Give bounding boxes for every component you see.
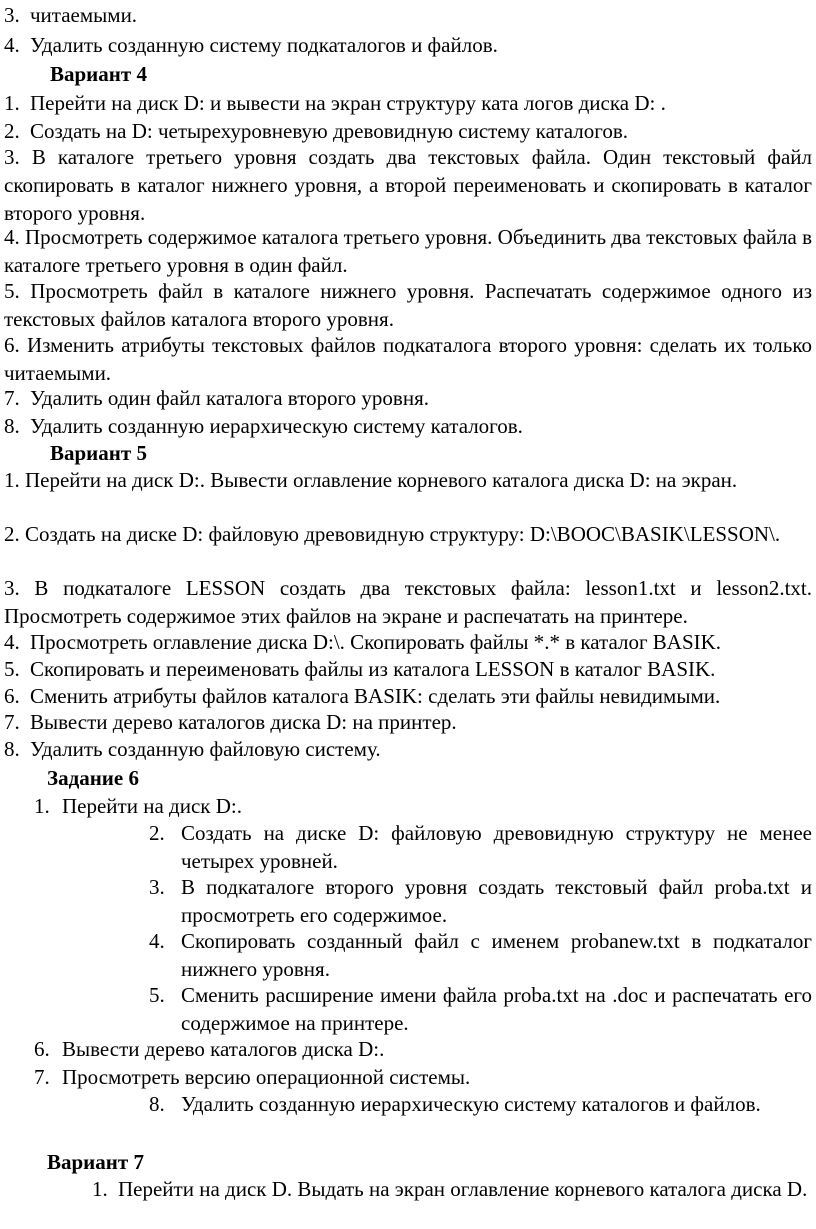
item-text: Удалить созданную иерархическую систему каталогов.	[30, 414, 523, 438]
item-text: Перейти на диск D:. Вывести оглавление корневого каталога диска D: на экран.	[25, 468, 738, 492]
item-number: 2.	[4, 522, 20, 546]
item-text: Создать на диске D: файловую древовидную структуру: D:\BOOC\BASIK\LESSON\.	[25, 522, 781, 546]
list-item	[4, 628, 812, 656]
item-number: 4.	[4, 225, 20, 249]
heading-variant-4: Вариант 4	[50, 62, 147, 86]
item-text: Вывести дерево каталогов диска D:.	[62, 1037, 385, 1061]
item-number: 8.	[4, 414, 20, 438]
list-item	[149, 873, 812, 929]
list-item	[149, 1090, 812, 1118]
list-item	[4, 655, 812, 683]
list-item	[149, 819, 812, 875]
list-item	[34, 1063, 812, 1091]
item-number: 1.	[34, 794, 50, 818]
item-text: Сменить расширение имени файла proba.txt на .doc и распечатать его содержимое на принтере.	[181, 983, 812, 1035]
list-item	[4, 1, 812, 29]
list-item	[4, 466, 812, 494]
list-item	[34, 1035, 812, 1063]
item-text: Удалить созданную иерархическую систему каталогов и файлов.	[181, 1092, 761, 1116]
item-number: 6.	[4, 684, 20, 708]
item-number: 8.	[149, 1092, 165, 1116]
item-text: Перейти на диск D. Выдать на экран оглавление корневого каталога диска D.	[118, 1177, 808, 1201]
item-text: Скопировать и переименовать файлы из каталога LESSON в каталог BASIK.	[30, 657, 716, 681]
item-text: Скопировать созданный файл с именем probanew.txt в подкаталог нижнего уровня.	[181, 929, 812, 981]
list-item	[92, 1175, 812, 1203]
item-text: Удалить один файл каталога второго уровня.	[30, 386, 429, 410]
list-item	[4, 117, 812, 145]
item-number: 4.	[4, 33, 20, 57]
item-number: 3.	[149, 875, 165, 899]
item-text: Перейти на диск D:.	[62, 794, 242, 818]
item-number: 4.	[4, 630, 20, 654]
list-item	[4, 384, 812, 412]
heading-task-6: Задание 6	[47, 766, 139, 790]
item-number: 6.	[4, 333, 20, 357]
list-item	[4, 223, 812, 279]
item-number: 8.	[4, 737, 20, 761]
item-number: 1.	[4, 468, 20, 492]
list-item	[4, 89, 812, 117]
item-text: Вывести дерево каталогов диска D: на принтер.	[30, 710, 457, 734]
list-item	[4, 277, 812, 333]
item-text: Сменить атрибуты файлов каталога BASIK: сделать эти файлы невидимыми.	[30, 684, 721, 708]
item-number: 7.	[4, 386, 20, 410]
list-item	[4, 574, 812, 630]
item-text: Удалить созданную файловую систему.	[30, 737, 381, 761]
list-item	[4, 412, 812, 440]
item-number: 5.	[4, 279, 20, 303]
item-text: В каталоге третьего уровня создать два текстовых файла. Один текстовый файл скопировать в каталог нижнего уровня, а второй переименовать и скопировать в каталог второго уровня.	[4, 145, 812, 225]
item-text: Просмотреть версию операционной системы.	[62, 1065, 471, 1089]
heading-variant-7: Вариант 7	[47, 1150, 144, 1174]
item-number: 2.	[4, 119, 20, 143]
list-item	[4, 143, 812, 227]
item-number: 1.	[92, 1177, 108, 1201]
item-text: Перейти на диск D: и вывести на экран структуру ката логов диска D: .	[30, 91, 666, 115]
item-number: 2.	[149, 821, 165, 845]
item-number: 1.	[4, 91, 20, 115]
item-text: Просмотреть оглавление диска D:\. Скопировать файлы *.* в каталог BASIK.	[30, 630, 722, 654]
item-text: В подкаталоге LESSON создать два текстовых файла: lesson1.txt и lesson2.txt. Просмотреть содержимое этих файлов на экране и распечатать на принтере.	[4, 576, 812, 628]
item-number: 6.	[34, 1037, 50, 1061]
list-item	[149, 981, 812, 1037]
item-text: Удалить созданную систему подкаталогов и файлов.	[30, 33, 498, 57]
list-item	[4, 682, 812, 710]
list-item	[4, 331, 812, 387]
item-number: 3.	[4, 576, 20, 600]
item-text: Просмотреть содержимое каталога третьего уровня. Объединить два текстовых файла в каталоге третьего уровня в один файл.	[4, 225, 813, 277]
item-number: 3.	[4, 145, 20, 169]
list-item	[4, 735, 812, 763]
item-number: 5.	[4, 657, 20, 681]
item-number: 4.	[149, 929, 165, 953]
item-number: 7.	[34, 1065, 50, 1089]
list-item	[4, 520, 812, 548]
item-text: Создать на диске D: файловую древовидную структуру не менее четырех уровней.	[181, 821, 812, 873]
item-text: В подкаталоге второго уровня создать текстовый файл proba.txt и просмотреть его содержимое.	[181, 875, 812, 927]
list-item	[34, 792, 812, 820]
list-item	[149, 927, 812, 983]
item-number: 7.	[4, 710, 20, 734]
item-number: 3.	[4, 3, 20, 27]
item-text: Изменить атрибуты текстовых файлов подкаталога второго уровня: сделать их только читаемыми.	[4, 333, 813, 385]
item-number: 5.	[149, 983, 165, 1007]
item-text: Просмотреть файл в каталоге нижнего уровня. Распечатать содержимое одного из текстовых файлов каталога второго уровня.	[4, 279, 813, 331]
item-text: читаемыми.	[30, 3, 138, 27]
item-text: Создать на D: четырехуровневую древовидную систему каталогов.	[30, 119, 629, 143]
list-item	[4, 708, 812, 736]
heading-variant-5: Вариант 5	[50, 441, 147, 465]
list-item	[4, 31, 812, 59]
